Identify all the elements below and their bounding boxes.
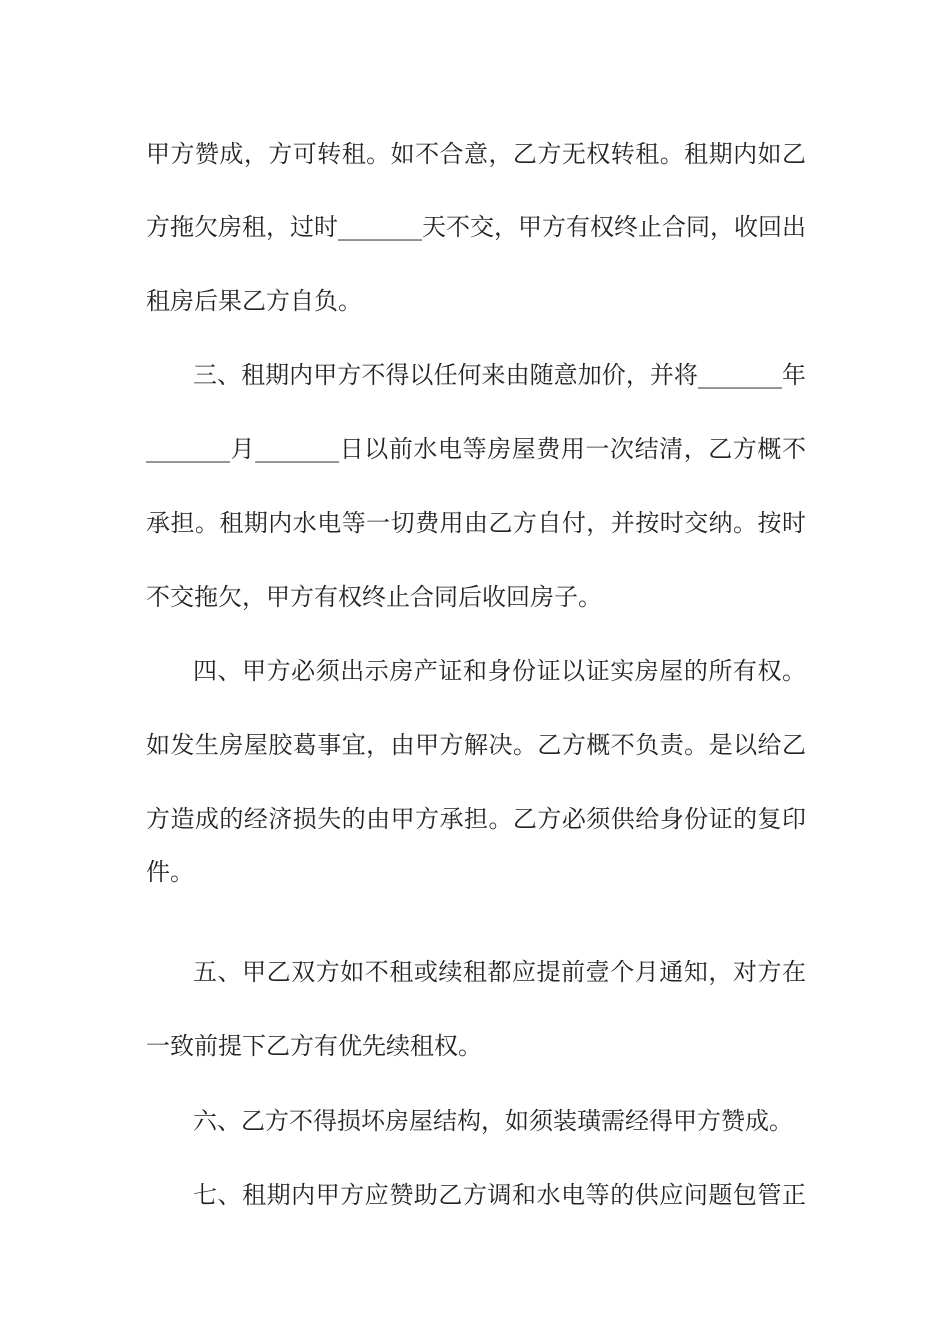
clause-four-line: 四、甲方必须出示房产证和身份证以证实房屋的所有权。 <box>193 657 806 685</box>
paragraph-line: 甲方赞成，方可转租。如不合意，乙方无权转租。租期内如乙 <box>146 140 806 168</box>
paragraph-line: 承担。租期内水电等一切费用由乙方自付，并按时交纳。按时 <box>146 509 806 537</box>
paragraph-line: 方拖欠房租，过时_______天不交，甲方有权终止合同，收回出 <box>146 213 806 241</box>
paragraph-line: 租房后果乙方自负。 <box>146 287 362 315</box>
clause-three-line: 三、租期内甲方不得以任何来由随意加价，并将_______年 <box>193 361 806 389</box>
paragraph-line: 一致前提下乙方有优先续租权。 <box>146 1032 482 1060</box>
clause-six-line: 六、乙方不得损坏房屋结构，如须装璜需经得甲方赞成。 <box>193 1107 793 1135</box>
paragraph-line: _______月_______日以前水电等房屋费用一次结清，乙方概不 <box>146 435 806 463</box>
paragraph-line: 不交拖欠，甲方有权终止合同后收回房子。 <box>146 583 602 611</box>
paragraph-line: 件。 <box>146 858 194 886</box>
clause-five-line: 五、甲乙双方如不租或续租都应提前壹个月通知，对方在 <box>193 958 806 986</box>
clause-seven-line: 七、租期内甲方应赞助乙方调和水电等的供应问题包管正 <box>193 1181 806 1209</box>
paragraph-line: 方造成的经济损失的由甲方承担。乙方必须供给身份证的复印 <box>146 805 806 833</box>
paragraph-line: 如发生房屋胶葛事宜，由甲方解决。乙方概不负责。是以给乙 <box>146 731 806 759</box>
